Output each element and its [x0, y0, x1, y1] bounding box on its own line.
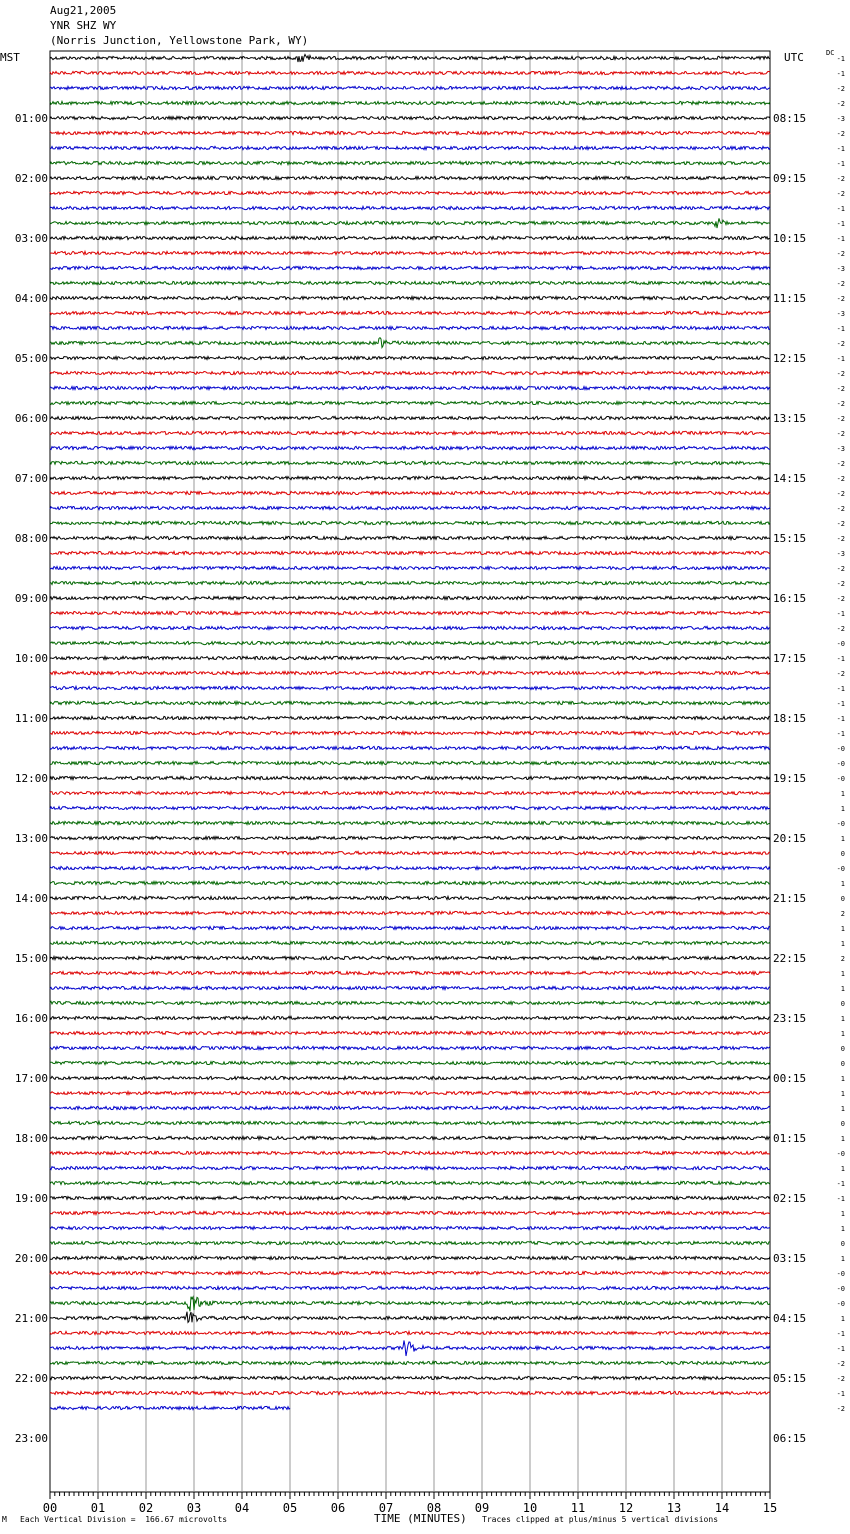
trace-row	[50, 896, 770, 899]
dc-offset-label: 0	[840, 1240, 845, 1248]
trace-row	[50, 986, 770, 989]
trace-row	[50, 266, 770, 269]
utc-hour-label: 19:15	[773, 772, 807, 785]
trace-row	[50, 1297, 770, 1312]
mst-hour-label: 09:00	[14, 592, 48, 605]
dc-offset-label: -0	[836, 1300, 845, 1308]
trace-row	[50, 1341, 770, 1357]
mst-hour-label: 18:00	[14, 1132, 48, 1145]
x-tick-label: 11	[570, 1501, 586, 1515]
trace-row	[50, 371, 770, 374]
dc-offset-label: -1	[836, 160, 845, 168]
mst-hour-label: 23:00	[14, 1432, 48, 1445]
dc-offset-label: -2	[836, 580, 845, 588]
trace-row	[50, 761, 770, 764]
trace-row	[50, 641, 770, 644]
mst-hour-label: 06:00	[14, 412, 48, 425]
x-tick-label: 10	[522, 1501, 538, 1515]
station-label: YNR SHZ WY	[50, 19, 117, 32]
trace-row	[50, 1151, 770, 1154]
dc-offset-label: -0	[836, 640, 845, 648]
trace-row	[50, 521, 770, 524]
trace-row	[50, 866, 770, 869]
dc-offset-label: -2	[836, 100, 845, 108]
utc-hour-label: 00:15	[773, 1072, 807, 1085]
dc-offset-label: -2	[836, 415, 845, 423]
dc-offset-label: -1	[836, 1390, 845, 1398]
utc-hour-label: 06:15	[773, 1432, 807, 1445]
dc-offset-label: -3	[836, 310, 845, 318]
trace-row	[50, 746, 770, 749]
dc-offset-label: -0	[836, 1150, 845, 1158]
trace-row	[50, 1076, 770, 1079]
trace-row	[50, 836, 770, 839]
utc-hour-label: 17:15	[773, 652, 807, 665]
seismic-traces	[50, 54, 770, 1409]
trace-row	[50, 701, 770, 704]
trace-row	[50, 191, 770, 194]
trace-row	[50, 54, 770, 62]
dc-offset-label: -0	[836, 775, 845, 783]
mst-hour-label: 05:00	[14, 352, 48, 365]
dc-offset-label: 1	[840, 1030, 845, 1038]
trace-row	[50, 716, 770, 719]
dc-offset-label: 2	[840, 955, 845, 963]
dc-offset-label: 1	[840, 985, 845, 993]
trace-row	[50, 461, 770, 464]
trace-row	[50, 791, 770, 794]
x-tick-label: 06	[330, 1501, 346, 1515]
trace-row	[50, 731, 770, 734]
dc-offset-label: -1	[836, 70, 845, 78]
utc-hour-label: 20:15	[773, 832, 807, 845]
trace-row	[50, 251, 770, 254]
utc-hour-label: 10:15	[773, 232, 807, 245]
trace-row	[50, 1361, 770, 1364]
mst-hour-label: 22:00	[14, 1372, 48, 1385]
trace-row	[50, 101, 770, 104]
trace-row	[50, 1031, 770, 1034]
dc-offset-label: -0	[836, 745, 845, 753]
x-tick-label: 12	[618, 1501, 634, 1515]
left-timezone-label: MST	[0, 51, 20, 64]
dc-offset-label: -2	[836, 535, 845, 543]
x-axis-title: TIME (MINUTES)	[374, 1512, 467, 1525]
mst-hour-label: 11:00	[14, 712, 48, 725]
trace-row	[50, 626, 770, 629]
dc-offset-label: -2	[836, 565, 845, 573]
trace-row	[50, 326, 770, 329]
mst-hour-label: 17:00	[14, 1072, 48, 1085]
dc-offset-label: 1	[840, 835, 845, 843]
trace-row	[50, 776, 770, 779]
utc-hour-label: 21:15	[773, 892, 807, 905]
trace-row	[50, 1046, 770, 1049]
trace-row	[50, 206, 770, 209]
x-tick-label: 09	[474, 1501, 490, 1515]
dc-offset-label: 0	[840, 895, 845, 903]
trace-row	[50, 851, 770, 854]
dc-offset-label: -0	[836, 760, 845, 768]
dc-offset-label: -0	[836, 820, 845, 828]
trace-row	[50, 956, 770, 959]
clip-note: Traces clipped at plus/minus 5 vertical divisions	[482, 1515, 719, 1524]
trace-row	[50, 1211, 770, 1214]
right-timezone-label: UTC	[784, 51, 804, 64]
mst-hour-label: 07:00	[14, 472, 48, 485]
trace-row	[50, 971, 770, 974]
dc-offset-label: -1	[836, 145, 845, 153]
x-tick-label: 13	[666, 1501, 682, 1515]
dc-offset-label: -2	[836, 520, 845, 528]
corner-mark: M	[2, 1515, 7, 1524]
x-tick-label: 08	[426, 1501, 442, 1515]
trace-row	[50, 821, 770, 824]
trace-row	[50, 596, 770, 599]
utc-hour-label: 05:15	[773, 1372, 807, 1385]
trace-row	[50, 551, 770, 554]
trace-row	[50, 1241, 770, 1244]
dc-offset-label: 1	[840, 1090, 845, 1098]
trace-row	[50, 416, 770, 419]
mst-hour-label: 08:00	[14, 532, 48, 545]
trace-row	[50, 1106, 770, 1109]
dc-offset-label: -1	[836, 700, 845, 708]
dc-offset-label: -2	[836, 475, 845, 483]
dc-header-label: DC	[826, 49, 835, 57]
x-tick-label: 02	[138, 1501, 154, 1515]
dc-offset-label: -0	[836, 865, 845, 873]
mst-hour-label: 01:00	[14, 112, 48, 125]
utc-hour-label: 22:15	[773, 952, 807, 965]
dc-offset-label: -1	[836, 220, 845, 228]
trace-row	[50, 1331, 770, 1334]
trace-row	[50, 941, 770, 944]
trace-row	[50, 1061, 770, 1064]
dc-offset-label: 0	[840, 1120, 845, 1128]
trace-row	[50, 281, 770, 284]
utc-hour-label: 16:15	[773, 592, 807, 605]
dc-offset-label: -0	[836, 1285, 845, 1293]
trace-row	[50, 338, 770, 348]
dc-offset-label: -1	[836, 715, 845, 723]
dc-offset-label: 1	[840, 1015, 845, 1023]
mst-hour-label: 02:00	[14, 172, 48, 185]
trace-row	[50, 131, 770, 134]
dc-offset-label: -3	[836, 445, 845, 453]
dc-offset-label: -2	[836, 400, 845, 408]
dc-offset-label: 1	[840, 880, 845, 888]
x-tick-label: 00	[42, 1501, 58, 1515]
dc-offset-label: 0	[840, 1045, 845, 1053]
trace-row	[50, 71, 770, 74]
dc-offset-label: -2	[836, 340, 845, 348]
date-label: Aug21,2005	[50, 4, 117, 17]
trace-row	[50, 476, 770, 479]
dc-offset-label: -1	[836, 1195, 845, 1203]
dc-offset-label: -2	[836, 130, 845, 138]
utc-hour-label: 23:15	[773, 1012, 807, 1025]
trace-row	[50, 536, 770, 539]
trace-row	[50, 446, 770, 449]
utc-hour-label: 11:15	[773, 292, 807, 305]
mst-hour-label: 04:00	[14, 292, 48, 305]
trace-row	[50, 1136, 770, 1139]
trace-row	[50, 881, 770, 884]
dc-offset-label: 1	[840, 1105, 845, 1113]
mst-hour-label: 21:00	[14, 1312, 48, 1325]
dc-offset-label: 1	[840, 805, 845, 813]
dc-offset-label: -2	[836, 505, 845, 513]
utc-hour-label: 02:15	[773, 1192, 807, 1205]
utc-hour-label: 08:15	[773, 112, 807, 125]
dc-offset-label: 1	[840, 790, 845, 798]
mst-hour-label: 10:00	[14, 652, 48, 665]
dc-offset-label: 2	[840, 910, 845, 918]
dc-offset-label: -2	[836, 280, 845, 288]
trace-row	[50, 296, 770, 299]
trace-row	[50, 1391, 770, 1394]
trace-row	[50, 911, 770, 914]
trace-row	[50, 1091, 770, 1094]
trace-row	[50, 218, 770, 228]
mst-hour-label: 20:00	[14, 1252, 48, 1265]
trace-row	[50, 686, 770, 689]
trace-row	[50, 1256, 770, 1259]
mst-hour-label: 19:00	[14, 1192, 48, 1205]
trace-row	[50, 1166, 770, 1169]
x-tick-label: 15	[762, 1501, 778, 1515]
dc-offset-label: -1	[836, 355, 845, 363]
dc-offset-label: -2	[836, 490, 845, 498]
dc-offset-label: -1	[836, 685, 845, 693]
x-tick-label: 03	[186, 1501, 202, 1515]
dc-offset-label: -1	[836, 610, 845, 618]
mst-hour-label: 16:00	[14, 1012, 48, 1025]
x-tick-label: 04	[234, 1501, 250, 1515]
dc-offset-label: 1	[840, 1075, 845, 1083]
utc-hour-label: 09:15	[773, 172, 807, 185]
trace-row	[50, 146, 770, 149]
dc-offset-label: -3	[836, 265, 845, 273]
x-tick-label: 05	[282, 1501, 298, 1515]
trace-row	[50, 806, 770, 809]
dc-offset-label: 1	[840, 970, 845, 978]
trace-row	[50, 1196, 770, 1199]
dc-offset-label: -2	[836, 370, 845, 378]
trace-row	[50, 176, 770, 179]
trace-row	[50, 656, 770, 659]
dc-offset-label: -2	[836, 385, 845, 393]
x-tick-label: 14	[714, 1501, 730, 1515]
trace-row	[50, 926, 770, 929]
dc-offset-label: -0	[836, 1270, 845, 1278]
dc-offset-label: -1	[836, 655, 845, 663]
dc-offset-label: 0	[840, 1060, 845, 1068]
dc-offset-label: -1	[836, 1330, 845, 1338]
utc-hour-label: 15:15	[773, 532, 807, 545]
utc-hour-label: 18:15	[773, 712, 807, 725]
trace-row	[50, 1226, 770, 1229]
dc-offset-label: -2	[836, 1375, 845, 1383]
dc-offset-label: -2	[836, 250, 845, 258]
dc-offset-label: -3	[836, 115, 845, 123]
trace-row	[50, 491, 770, 494]
trace-row	[50, 1001, 770, 1004]
dc-offset-label: 1	[840, 1135, 845, 1143]
trace-row	[50, 1406, 290, 1409]
dc-offset-label: -1	[836, 205, 845, 213]
dc-offset-label: -2	[836, 460, 845, 468]
trace-row	[50, 671, 770, 674]
dc-offset-label: -1	[836, 235, 845, 243]
utc-hour-label: 12:15	[773, 352, 807, 365]
dc-offset-label: 1	[840, 1315, 845, 1323]
trace-row	[50, 1312, 770, 1323]
trace-row	[50, 1376, 770, 1379]
dc-offset-label: 1	[840, 925, 845, 933]
trace-row	[50, 1286, 770, 1289]
trace-row	[50, 431, 770, 434]
dc-offset-label: -2	[836, 1360, 845, 1368]
trace-row	[50, 236, 770, 239]
dc-offset-label: 1	[840, 940, 845, 948]
dc-offset-label: 0	[840, 850, 845, 858]
trace-row	[50, 1016, 770, 1019]
dc-offset-label: 0	[840, 1000, 845, 1008]
trace-row	[50, 356, 770, 359]
trace-row	[50, 116, 770, 119]
dc-offset-label: -2	[836, 595, 845, 603]
trace-row	[50, 1121, 770, 1124]
mst-hour-label: 15:00	[14, 952, 48, 965]
dc-offset-label: 1	[840, 1255, 845, 1263]
trace-row	[50, 611, 770, 614]
dc-offset-label: -2	[836, 625, 845, 633]
trace-row	[50, 401, 770, 404]
dc-offset-label: -1	[836, 730, 845, 738]
trace-row	[50, 1181, 770, 1184]
mst-hour-label: 03:00	[14, 232, 48, 245]
scale-note: Each Vertical Division = 166.67 microvolts	[20, 1515, 228, 1524]
dc-offset-label: -2	[836, 1405, 845, 1413]
trace-row	[50, 86, 770, 89]
x-tick-label: 01	[90, 1501, 106, 1515]
mst-hour-label: 13:00	[14, 832, 48, 845]
utc-hour-label: 13:15	[773, 412, 807, 425]
dc-offset-label: -1	[836, 325, 845, 333]
dc-offset-label: -2	[836, 175, 845, 183]
trace-row	[50, 161, 770, 164]
dc-offset-label: 1	[840, 1165, 845, 1173]
dc-offset-label: 1	[840, 1225, 845, 1233]
trace-row	[50, 581, 770, 584]
dc-offset-label: -1	[836, 1345, 845, 1353]
utc-hour-label: 01:15	[773, 1132, 807, 1145]
trace-row	[50, 311, 770, 314]
dc-offset-label: 1	[840, 1210, 845, 1218]
dc-offset-label: -2	[836, 295, 845, 303]
location-label: (Norris Junction, Yellowstone Park, WY)	[50, 34, 309, 47]
dc-offset-label: -1	[836, 1180, 845, 1188]
dc-offset-label: -3	[836, 550, 845, 558]
utc-hour-label: 04:15	[773, 1312, 807, 1325]
dc-offset-label: -2	[836, 670, 845, 678]
utc-hour-label: 03:15	[773, 1252, 807, 1265]
trace-row	[50, 1271, 770, 1274]
dc-offset-label: -2	[836, 430, 845, 438]
trace-row	[50, 506, 770, 509]
mst-hour-label: 14:00	[14, 892, 48, 905]
dc-offset-label: -2	[836, 190, 845, 198]
mst-hour-label: 12:00	[14, 772, 48, 785]
trace-row	[50, 566, 770, 569]
axis-labels	[15, 55, 845, 1515]
utc-hour-label: 14:15	[773, 472, 807, 485]
dc-offset-label: -1	[836, 55, 845, 63]
dc-offset-label: -2	[836, 85, 845, 93]
x-tick-label: 07	[378, 1501, 394, 1515]
trace-row	[50, 386, 770, 389]
